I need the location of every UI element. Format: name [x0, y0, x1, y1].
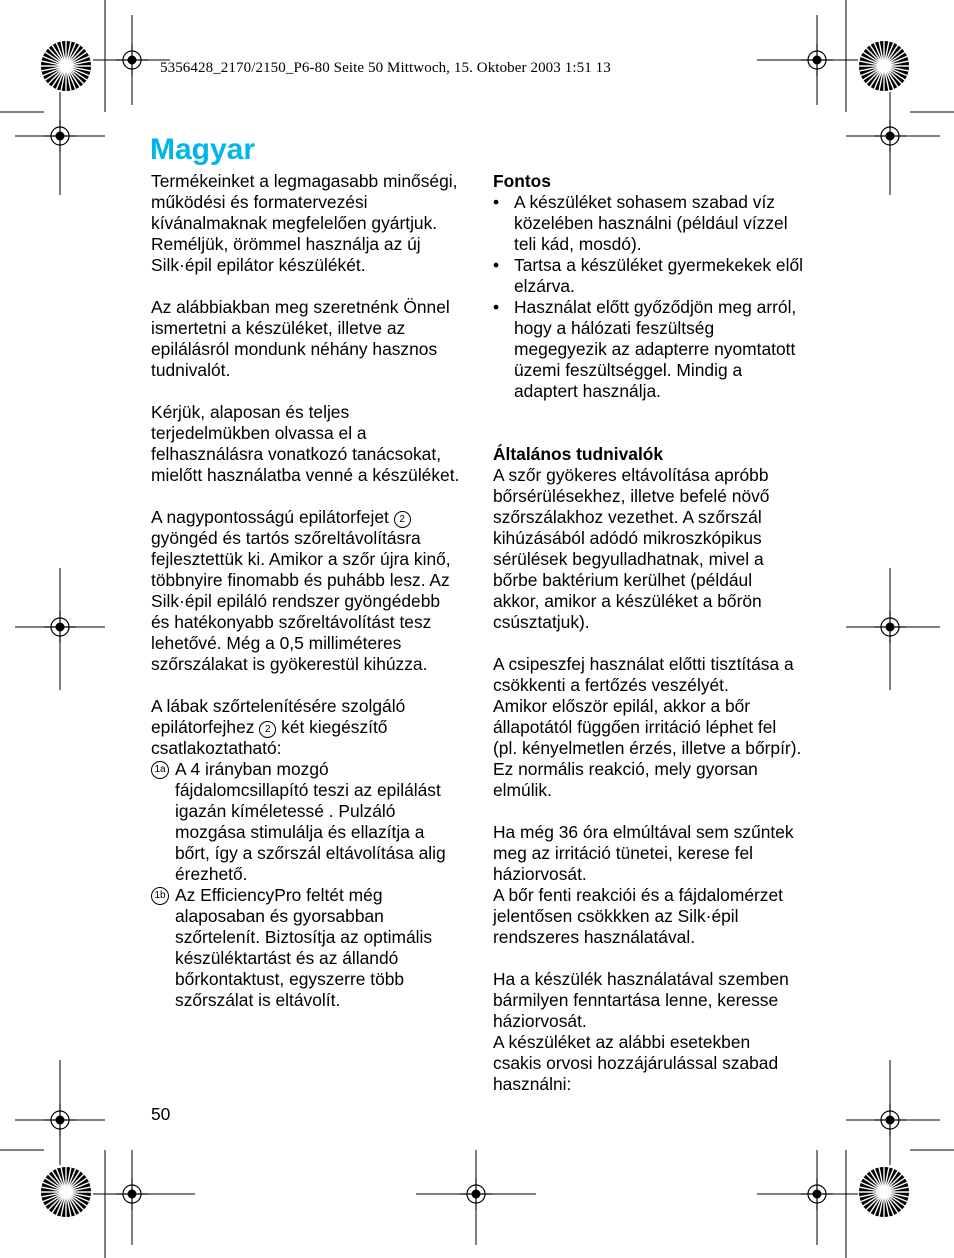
bullet-item: [493, 297, 803, 402]
general-paragraph-6: Ha a készülék használatával szemben bármilyen fenntartása lenne, keresse háziorvosát.: [493, 969, 789, 1031]
left-column: [151, 171, 461, 1011]
text-fragment: gyöngéd és tartós szőreltávolításra fejlesztettük ki. Amikor a szőr újra kinő, többnyire finomabb és puhább lesz. Az Silk·épil epiláló rendszer gyöngédebb és hatékonyabb szőreltávolítást tesz lehetővé. Még a 0,5 milliméteres szőrszálakat is gyökerestül kihúzza.: [151, 528, 451, 674]
general-info-heading: Általános tudnivalók: [493, 444, 664, 464]
bullet-text: Használat előtt győződjön meg arról, hogy a hálózati feszültség megegyezik az adapterre nyomtatott üzemi feszültséggel. Mindig a adaptert használja.: [514, 297, 797, 401]
bullet-text: A készüléket sohasem szabad víz közelében használni (például vízzel teli kád, mosdó).: [514, 192, 788, 254]
bullet-item: [493, 192, 803, 255]
general-paragraph-5: A bőr fenti reakciói és a fájdalomérzet jelentősen csökkken az Silk·épil rendszeres használatával.: [493, 885, 783, 947]
right-column: [493, 171, 803, 1095]
bullet-text: Tartsa a készüléket gyermekekek elől elzárva.: [514, 255, 804, 296]
list-item-1b: [151, 885, 461, 1011]
epilator-head-paragraph: [151, 507, 461, 675]
page-number: 50: [151, 1104, 171, 1124]
print-header-slug: 5356428_2170/2150_P6-80 Seite 50 Mittwoch, 15. Oktober 2003 1:51 13: [160, 60, 611, 76]
circled-number-2: 2: [259, 721, 276, 738]
circled-marker-1b: 1b: [151, 887, 169, 905]
general-paragraph-4: Ha még 36 óra elmúltával sem szűntek meg az irritáció tünetei, kerese fel háziorvosát.: [493, 822, 794, 884]
list-item-1a: [151, 759, 461, 885]
list-item-text: A 4 irányban mozgó fájdalomcsillapító teszi az epilálást igazán kíméletessé . Pulzáló mozgása stimulálja és ellazítja a bőrt, így a szőrszál eltávolítása alig érezhető.: [175, 759, 446, 884]
intro-paragraph-1: Termékeinket a legmagasabb minőségi, működési és formatervezési kívánalmaknak megfelelően gyártjuk.: [151, 171, 458, 233]
general-paragraph-2: A csipeszfej használat előtti tisztítása a csökkenti a fertőzés veszélyét.: [493, 654, 794, 695]
circled-number-2: 2: [394, 511, 411, 528]
intro-paragraph-4: Kérjük, alaposan és teljes terjedelmükben olvassa el a felhasználásra vonatkozó tanácsokat, mielőtt használatba venné a készüléket.: [151, 402, 460, 485]
intro-paragraph-2: Reméljük, örömmel használja az új Silk·épil epilátor készülékét.: [151, 234, 421, 275]
text-fragment: A lábak szőrtelenítésére szolgáló epilátorfejhez: [151, 696, 406, 737]
bullet-item: [493, 255, 803, 297]
circled-marker-1a: 1a: [151, 761, 169, 779]
fontos-heading: Fontos: [493, 171, 551, 191]
bullet-icon: •: [493, 297, 500, 317]
page-title: Magyar: [150, 133, 256, 166]
bullet-icon: •: [493, 192, 500, 212]
text-fragment: A nagypontosságú epilátorfejet: [151, 507, 389, 527]
attachments-paragraph: [151, 696, 461, 759]
list-item-text: Az EfficiencyPro feltét még alaposaban és gyorsabban szőrtelenít. Biztosítja az optimális készüléktartást és az állandó bőrkontaktust, egyszerre több szőrszálat is eltávolít.: [175, 885, 433, 1010]
general-paragraph-3: Amikor először epilál, akkor a bőr állapotától függően irritáció léphet fel (pl. kényelmetlen érzés, illetve a bőrpír). Ez normális reakció, mely gyorsan elmúlik.: [493, 696, 802, 800]
intro-paragraph-3: Az alábbiakban meg szeretnénk Önnel ismertetni a készüléket, illetve az epilálásról mondunk néhány hasznos tudnivalót.: [151, 297, 450, 380]
general-paragraph-1: A szőr gyökeres eltávolítása apróbb bőrsérülésekhez, illetve befelé növő szőrszálakhoz vezethet. A szőrszál kihúzásából adódó mikroszkópikus sérülések begyulladhatnak, mivel a bőrbe baktérium kerülhet (például akkor, amikor a készüléket a bőrön csúsztatjuk).: [493, 465, 770, 632]
general-paragraph-7: A készüléket az alábbi esetekben csakis orvosi hozzájárulással szabad használni:: [493, 1032, 779, 1094]
bullet-icon: •: [493, 255, 500, 275]
text-fragment: két kiegészítő csatlakoztatható:: [151, 717, 388, 758]
